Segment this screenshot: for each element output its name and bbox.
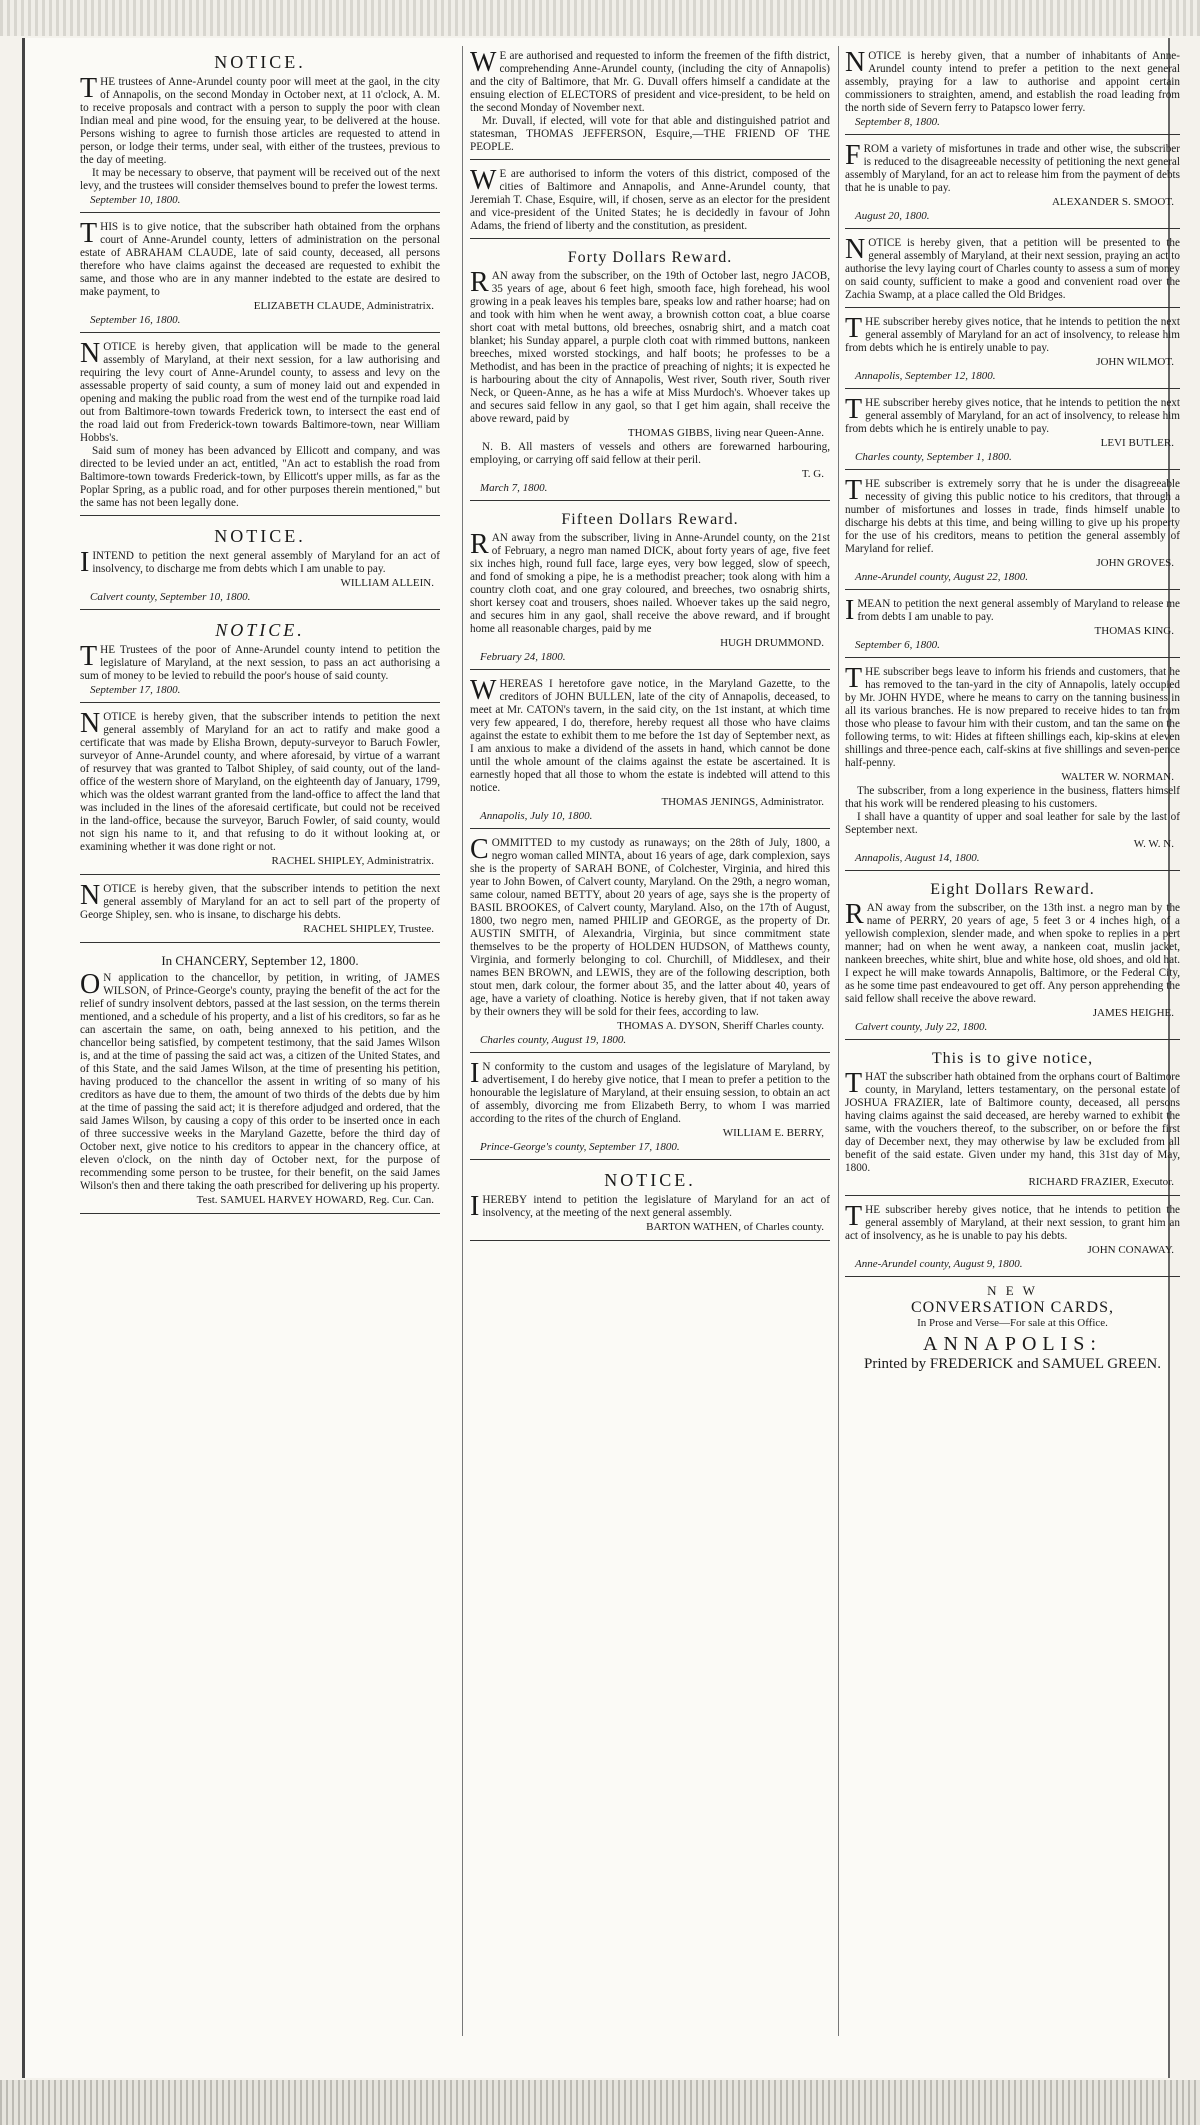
advertisement-body: THE trustees of Anne-Arundel county poor will meet at the gaol, in the city of Annapolis, on the second Monday in October next, at 11 o'clock, A. M. to receive proposals and contract with a person to supply the poor with clean Indian meal and pine wood, for the ensuing year, to be delivered at the house. Persons wishing to agree to furnish those articles are requested to attend in person, or lodge their terms, under seal, with either of the trustees, previous to the day of meeting. — [80, 73, 440, 166]
column-3 — [845, 46, 1180, 2036]
advertisement-heading: In CHANCERY, September 12, 1800. — [161, 953, 359, 968]
advertisement — [470, 164, 830, 239]
advertisement-body: ON application to the chancellor, by petition, in writing, of JAMES WILSON, of Prince-George's county, praying the benefit of the act for the relief of sundry insolvent debtors, passed at the last session, on the terms therein mentioned, and a schedule of his property, and a list of his creditors, so far as he can ascertain the same, on oath, being annexed to his petition, and the chancellor being satisfied, by competent testimony, that the said James Wilson is, and at the time of passing the said act was, a citizen of the United States, and of this State, and the said James Wilson, at the time of presenting his petition, having produced to the chancellor the assent in writing of so many of his creditors as have due to them, the amount of two thirds of the debts due by him at the time of passing the said act; it is therefore adjudged and ordered, that the said James Wilson, by causing a copy of this order to be inserted once in each of three successive weeks in the Maryland Gazette, before the third day of October next, give notice to his creditors to appear in the chancery office, at eleven o'clock, on the ninth day of October next, for the purpose of recommending some person to be trustee, for their benefit, on the said James Wilson's then and there taking the oath prescribed for delivering up his property. — [80, 969, 440, 1192]
advertisement — [80, 947, 440, 1214]
advertisement-body: IN conformity to the custom and usages of the legislature of Maryland, by advertisement, I do hereby give notice, that I mean to prefer a petition to the honourable the legislature of Maryland, at their ensuing session, to obtain an act of assembly, divorcing me from Elizabeth Berry, to whom I was married according to the rites of the church of England. — [470, 1058, 830, 1125]
advertisement — [845, 1200, 1180, 1277]
advertisement-initials: W. W. N. — [1133, 838, 1174, 850]
advertisement-body-continued: The subscriber, from a long experience in the business, flatters himself that his work will be rendered pleasing to his customers. — [845, 785, 1180, 810]
advertisement-signature: ALEXANDER S. SMOOT. — [1051, 196, 1174, 208]
sale-note: In Prose and Verse—For sale at this Office. — [917, 1317, 1108, 1329]
advertisement-body: THE subscriber hereby gives notice, that he intends to petition the next general assembly of Maryland, for an act of insolvency, to release him from debts which he is entirely unable to pay. — [845, 394, 1180, 435]
advertisement-body: NOTICE is hereby given, that a petition will be presented to the general assembly of Maryland, at their next session, praying an act to authorise the levy laying court of Charles county to assess a sum of money on said county, sufficient to make a good and convenient road over the Zachia Swamp, at a place called the Old Bridges. — [845, 234, 1180, 301]
advertisement-body: IHEREBY intend to petition the legislature of Maryland for an act of insolvency, at the meeting of the next general assembly. — [470, 1191, 830, 1222]
advertisement-signature: RACHEL SHIPLEY, Trustee. — [303, 923, 434, 935]
advertisement — [470, 46, 830, 160]
advertisement-heading: Forty Dollars Reward. — [567, 249, 733, 266]
advertisement-signature: THOMAS A. DYSON, Sheriff Charles county. — [617, 1020, 824, 1032]
advertisement — [80, 46, 440, 213]
advertisement-heading: Fifteen Dollars Reward. — [561, 511, 739, 528]
advertisement — [845, 393, 1180, 470]
advertisement — [80, 614, 440, 703]
advertisement — [80, 217, 440, 333]
advertisement-signature: WILLIAM E. BERRY, — [722, 1127, 824, 1139]
advertisement-body: RAN away from the subscriber, on the 19th of October last, negro JACOB, 35 years of age, about 6 feet high, smooth face, high forehead, his wool growing in a peak leaves his temples bare, speaks low and rather hoarse; had on and took with him when he went away, a brownish cotton coat, a blue coarse short coat with metal buttons, old breeches, osnabrig shirt, and a match coat blanket; his Sunday apparel, a purple cloth coat with rimmed buttons, nankeen breeches, mixed worsted stockings, and half boots; he professes to be a Methodist, and has been in the practice of preaching of nights; it is expected he is harbouring about the city of Annapolis, West river, South river, South river Neck, or Queen-Anne, as he has a wife at Miss Murdoch's. Whoever takes up and secures said fellow in any gaol, so that I get him again, shall receive the above reward, paid by — [470, 267, 830, 425]
advertisement — [470, 1164, 830, 1241]
advertisement-date: Charles county, August 19, 1800. — [480, 1034, 627, 1046]
advertisement-body: THE subscriber begs leave to inform his friends and customers, that he has removed to the tan-yard in the city of Annapolis, lately occupied by Mr. JOHN HYDE, where he means to carry on the tanning business in all its various branches. He is now prepared to receive hides to tan from those who please to favour him with their custom, and tan the same on the following terms, to wit: Hides at fifteen shillings each, kip-skins at eleven shillings and three-pence each, calf-skins at five shillings and seven-pence half-penny. — [845, 663, 1180, 769]
advertisement-date: August 20, 1800. — [855, 210, 930, 222]
advertisement-body: WE are authorised to inform the voters of this district, composed of the cities of Baltimore and Annapolis, and Anne-Arundel county, that Jeremiah T. Chase, Esquire, will, if chosen, serve as an elector for the president and vice-president of the United States; he is decidedly in favour of John Adams, the friend of liberty and the constitution, as president. — [470, 165, 830, 232]
advertisement-body: RAN away from the subscriber, living in Anne-Arundel county, on the 21st of February, a negro man named DICK, about forty years of age, five feet six inches high, round full face, large eyes, very bow legged, slow of speech, and fond of smoking a pipe, he is a methodist preacher; took along with him a country cloth coat, and one gray coloured, and breeches, two osnabrig shirts, short kersey coat and trousers, shoes nailed. Whoever takes up the said negro, and secures him in any gaol, shall receive the above reward, and if brought home all reasonable charges, paid by me — [470, 529, 830, 635]
city-name: ANNAPOLIS: — [923, 1333, 1102, 1355]
advertisement-signature: ELIZABETH CLAUDE, Administratrix. — [253, 300, 434, 312]
advertisement-signature: THOMAS GIBBS, living near Queen-Anne. — [627, 427, 824, 439]
advertisement-date: Calvert county, July 22, 1800. — [855, 1021, 988, 1033]
advertisement-date: September 17, 1800. — [90, 684, 181, 696]
advertisement-signature: Test. SAMUEL HARVEY HOWARD, Reg. Cur. Can. — [196, 1194, 434, 1206]
advertisement — [845, 312, 1180, 389]
advertisement — [470, 243, 830, 501]
advertisement-date: Annapolis, July 10, 1800. — [480, 810, 593, 822]
advertisement-signature: JOHN GROVES. — [1096, 557, 1174, 569]
column-3-advertisements — [845, 46, 1180, 1277]
advertisement-date: February 24, 1800. — [480, 651, 566, 663]
advertisement-signature: JAMES HEIGHE. — [1092, 1007, 1174, 1019]
advertisement-date: Annapolis, September 12, 1800. — [855, 370, 996, 382]
advertisement — [470, 674, 830, 829]
advertisement-body: IINTEND to petition the next general assembly of Maryland for an act of insolvency, to discharge me from debts which I am unable to pay. — [80, 547, 440, 578]
advertisement-date: Annapolis, August 14, 1800. — [855, 852, 980, 864]
advertisement-date: Anne-Arundel county, August 9, 1800. — [855, 1258, 1023, 1270]
column-rule — [838, 46, 839, 2036]
advertisement-signature: LEVI BUTLER. — [1100, 437, 1174, 449]
advertisement — [470, 505, 830, 670]
advertisement-body: THE subscriber is extremely sorry that he is under the disagreeable necessity of giving this public notice to his creditors, that through a number of misfortunes and losses in trade, finds himself unable to discharge his debts at this time, and being willing to give up his property for the use of his creditors, means to petition the general assembly of Maryland for relief. — [845, 475, 1180, 555]
advertisement-signature: WILLIAM ALLEIN. — [340, 577, 434, 589]
advertisement — [470, 1057, 830, 1160]
advertisement-body-continued: N. B. All masters of vessels and others are forewarned harbouring, employing, or carrying off said fellow at their peril. — [470, 441, 830, 466]
column-rule — [462, 46, 463, 2036]
advertisement-date: Prince-George's county, September 17, 1800. — [480, 1141, 680, 1153]
advertisement — [80, 879, 440, 943]
page-top-edge — [0, 0, 1200, 36]
advertisement — [845, 1044, 1180, 1196]
advertisement-body: THE subscriber hereby gives notice, that he intends to petition the general assembly of Maryland, at their next session, to grant him an act of insolvency, as he is unable to pay his debts. — [845, 1201, 1180, 1242]
advertisement-heading: This is to give notice, — [931, 1050, 1094, 1067]
advertisement-signature: BARTON WATHEN, of Charles county. — [646, 1221, 824, 1233]
advertisement-body: RAN away from the subscriber, on the 13th inst. a negro man by the name of PERRY, 20 years of age, 5 feet 3 or 4 inches high, of a yellowish complexion, slender made, and when spoke to replies in a pert manner; had on when he went away, a nankeen coat, muslin jacket, nankeen breeches, white shirt, blue and white hose, old shoes, and old hat. I expect he will make towards Annapolis, Baltimore, or the Federal City, as he some time past endeavoured to get off. Any person apprehending the said fellow shall receive the above reward. — [845, 899, 1180, 1005]
advertisement-body-continued: Said sum of money has been advanced by Ellicott and company, and was directed to be levied under an act, entitled, "An act to establish the road from Baltimore-town towards Frederick-town, by Ellicott's upper mills, as far as the Poplar Spring, as a public road, and for other purposes therein mentioned," but the same has not been legally done. — [80, 445, 440, 509]
advertisement-body: THIS is to give notice, that the subscriber hath obtained from the orphans court of Anne-Arundel county, letters of administration on the personal estate of ABRAHAM CLAUDE, late of said county, deceased, all persons therefore who have claims against the deceased are requested to exhibit the same, and those who are in any manner indebted to the estate are desired to make payment, to — [80, 218, 440, 298]
advertisement-body: NOTICE is hereby given, that the subscriber intends to petition the next general assembly of Maryland for an act to ratify and make good a certificate that was made by Elisha Brown, deputy-surveyor to Baruch Fowler, surveyor of Anne-Arundel county, and where aforesaid, by virtue of a warrant of resurvey that was granted to Talbot Shipley, of said county, out of the land-office of the western shore of Maryland, on the eighteenth day of January, 1799, which was the oldest warrant granted from the land-office to affect the land that was included in the lines of the aforesaid certificate, but could not be received in the land-office, because the surveyor, Baruch Fowler, of said county, would not sign his name to it, and that refusing to do it without looking at, or examining whether it was done right or not. — [80, 708, 440, 853]
printer-line: Printed by FREDERICK and SAMUEL GREEN. — [864, 1356, 1161, 1372]
advertisement-body: NOTICE is hereby given, that a number of inhabitants of Anne-Arundel county intend to prefer a petition to the next general assembly, praying for a law to authorise and appoint certain commissioners to straighten, amend, and establish the road leading from the north side of Severn ferry to Patapsco lower ferry. — [845, 47, 1180, 114]
advertisement-date: March 7, 1800. — [480, 482, 548, 494]
advertisement-date: Calvert county, September 10, 1800. — [90, 591, 251, 603]
advertisement — [845, 875, 1180, 1040]
advertisement-body: IMEAN to petition the next general assembly of Maryland to release me from debts I am unable to pay. — [845, 595, 1180, 626]
advertisement-heading: Eight Dollars Reward. — [930, 881, 1095, 898]
advertisement-body: WHEREAS I heretofore gave notice, in the Maryland Gazette, to the creditors of JOHN BULLEN, late of the city of Annapolis, deceased, to meet at Mr. CATON's tavern, in the said city, on the 1st instant, at which time very few appeared, I do, therefore, hereby request all those who have claims against the estate to exhibit them to me before the 1st day of September next, as I am anxious to make a dividend of the assets in hand, which cannot be done until the whole amount of the claims against the estate be ascertained. It is earnestly hoped that all those to whom the estate is indebted will attend to this notice. — [470, 675, 830, 794]
advertisement — [845, 594, 1180, 658]
advertisement — [845, 233, 1180, 308]
advertisement — [845, 46, 1180, 135]
advertisement-signature: THOMAS KING. — [1094, 625, 1174, 637]
column-2 — [470, 46, 830, 2036]
advertisement-body: THE Trustees of the poor of Anne-Arundel county intend to petition the legislature of Maryland, at the next session, to pass an act authorising a sum of money to be levied to rebuild the poor's house of said county. — [80, 641, 440, 682]
advertisement-body-continued: It may be necessary to observe, that payment will be received out of the next levy, and the trustees will consider themselves bound to prefer the lowest terms. — [80, 167, 440, 192]
advertisement — [470, 833, 830, 1053]
advertisement-heading: NOTICE. — [214, 52, 306, 72]
advertisement-signature: RACHEL SHIPLEY, Administratrix. — [271, 855, 434, 867]
advertisement-body: COMMITTED to my custody as runaways; on the 28th of July, 1800, a negro woman called MINTA, about 16 years of age, dark complexion, says she is the property of SARAH BONE, of Colchester, Virginia, and hired this year to John Bowen, of Calvert county, Maryland. On the 29th, a negro woman, same colour, named BETTY, about 20 years of age, says she is the property of BASIL BROOKES, of Calvert county, Maryland. Also, on the 17th of August, 1800, two negro men, named PHILIP and GEORGE, as the property of Dr. AUSTIN SMITH, of Alexandria, Virginia, but since commitment state themselves to be the property of HOLDEN HUDSON, of Matthews county, Virginia, and formerly belonging to col. Churchill, of Middlesex, and their names BEN BROWN, and LEWIS, they are of the following description, both stout men, dark colour, the former about 35, and the latter about 40, years of age, have a variety of cloathing. Notice is hereby given, that if not taken away by their owners they will be sold for their fees, according to law. — [470, 834, 830, 1018]
advertisement-date: September 6, 1800. — [855, 639, 940, 651]
advertisement — [80, 337, 440, 516]
advertisement-heading: NOTICE. — [604, 1170, 696, 1190]
advertisement-signature: THOMAS JENINGS, Administrator. — [661, 796, 824, 808]
advertisement-date: September 10, 1800. — [90, 194, 181, 206]
advertisement-body-continued: I shall have a quantity of upper and soal leather for sale by the last of September next. — [845, 811, 1180, 836]
advertisement-signature: JOHN WILMOT. — [1096, 356, 1174, 368]
advertisement — [80, 520, 440, 610]
advertisement-signature: JOHN CONAWAY. — [1087, 1244, 1174, 1256]
advertisement-body: WE are authorised and requested to inform the freemen of the fifth district, comprehending Anne-Arundel county, (including the city of Annapolis) and the city of Baltimore, that Mr. G. Duvall offers himself a candidate at the ensuing election of ELECTORS of president and vice-president, to be held on the second Monday of November next. — [470, 47, 830, 114]
conversation-cards-title: CONVERSATION CARDS, — [910, 1299, 1115, 1316]
advertisement-signature: RICHARD FRAZIER, Executor. — [1028, 1176, 1174, 1188]
advertisement-signature: HUGH DRUMMOND. — [720, 637, 824, 649]
advertisement-heading: NOTICE. — [214, 526, 306, 546]
advertisement-body: THE subscriber hereby gives notice, that he intends to petition the next general assembly of Maryland for an act of insolvency, to release him from debts which he is entirely unable to pay. — [845, 313, 1180, 354]
new-label: N E W — [987, 1283, 1038, 1298]
advertisement-body: NOTICE is hereby given, that the subscriber intends to petition the next general assembly of Maryland for an act to sell part of the property of George Shipley, sen. who is insane, to discharge his debts. — [80, 880, 440, 921]
advertisement-body: FROM a variety of misfortunes in trade and other wise, the subscriber is reduced to the disagreeable necessity of petitioning the next general assembly of Maryland, for an act to release him from the payment of debts that he is unable to pay. — [845, 140, 1180, 194]
column-1 — [80, 46, 440, 2036]
advertisement-date: September 16, 1800. — [90, 314, 181, 326]
advertisement-heading: NOTICE. — [215, 620, 305, 640]
advertisement-date: Anne-Arundel county, August 22, 1800. — [855, 571, 1029, 583]
advertisement — [845, 139, 1180, 229]
advertisement — [845, 662, 1180, 871]
advertisement-initials: T. G. — [801, 468, 824, 480]
printer-imprint — [845, 1283, 1180, 1373]
advertisement-date: Charles county, September 1, 1800. — [855, 451, 1012, 463]
page-bottom-edge — [0, 2080, 1200, 2125]
advertisement — [80, 707, 440, 875]
advertisement-signature: WALTER W. NORMAN. — [1061, 771, 1174, 783]
advertisement-body-continued: Mr. Duvall, if elected, will vote for that able and distinguished patriot and statesman, THOMAS JEFFERSON, Esquire,—THE FRIEND OF THE PEOPLE. — [470, 115, 830, 153]
advertisement-date: September 8, 1800. — [855, 116, 940, 128]
advertisement-body: NOTICE is hereby given, that application will be made to the general assembly of Maryland, at their next session, for a law authorising and requiring the levy court of Anne-Arundel county, to assess and levy on the assessable property of said county, a sum of money laid out and expended in opening and making the public road from the west end of the turnpike road laid out from Baltimore-town towards Frederick town, to intersect the east end of the road laid out from Frederick-town towards Baltimore-town, near William Hobbs's. — [80, 338, 440, 444]
advertisement — [845, 474, 1180, 590]
advertisement-body: THAT the subscriber hath obtained from the orphans court of Baltimore county, in Maryland, letters testamentary, on the personal estate of JOSHUA FRAZIER, late of Baltimore county, deceased, all persons having claims against the said deceased, are hereby warned to exhibit the same, with the vouchers thereof, to the subscriber, on or before the first day of December next, they may otherwise by law be excluded from all benefit of the said estate. Given under my hand, this 31st day of May, 1800. — [845, 1068, 1180, 1174]
